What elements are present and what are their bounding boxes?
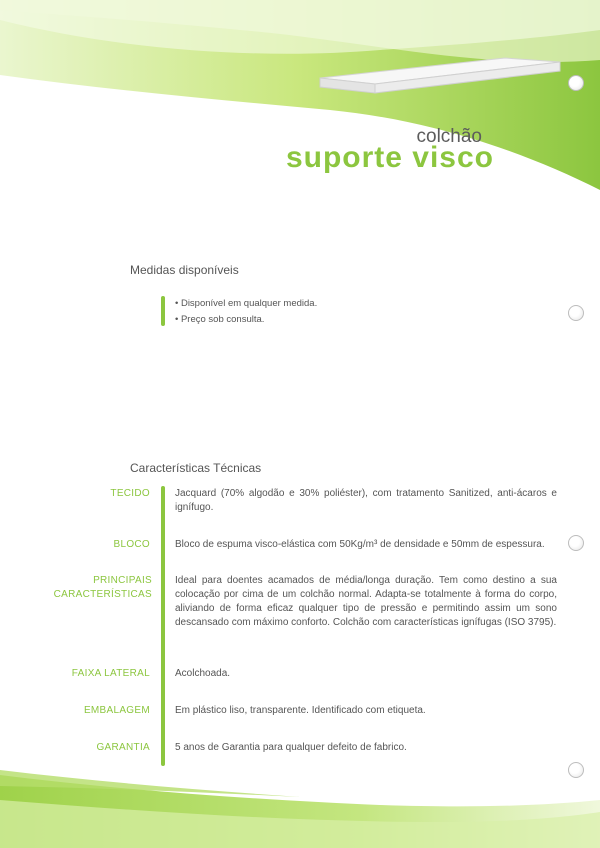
- section-heading-medidas: Medidas disponíveis: [130, 263, 239, 277]
- binder-hole-icon: [568, 305, 584, 321]
- spec-label-principais: PRINCIPAIS CARACTERÍSTICAS: [53, 575, 152, 600]
- list-item: • Disponível em qualquer medida.: [175, 298, 318, 309]
- spec-value-bloco: Bloco de espuma visco-elástica com 50Kg/m³ de densidade e 50mm de espessura.: [175, 539, 545, 550]
- binder-hole-icon: [568, 762, 584, 778]
- spec-label-garantia: GARANTIA: [96, 742, 150, 753]
- spec-label-bloco: BLOCO: [113, 539, 150, 550]
- spec-label-tecido: TECIDO: [110, 488, 150, 499]
- list-item: • Preço sob consulta.: [175, 314, 265, 325]
- spec-label-embalagem: EMBALAGEM: [83, 705, 150, 716]
- binder-hole-icon: [568, 75, 584, 91]
- section-heading-caracteristicas: Características Técnicas: [130, 461, 262, 475]
- accent-bar: [161, 486, 165, 766]
- accent-bar: [161, 296, 165, 326]
- binder-hole-icon: [568, 535, 584, 551]
- product-title: suporte visco: [285, 141, 494, 174]
- spec-value-principais: Ideal para doentes acamados de média/longa duração. Tem como destino a sua colocação por cima de um colchão normal. Adapta-se totalmente à forma do corpo, aliviando de forma eficaz qualquer tipo de pressão e permitindo assim um sono descansado com máximo conforto. Colchão com características ignífugas (ISO 3795).: [175, 575, 557, 628]
- spec-value-garantia: 5 anos de Garantia para qualquer defeito de fabrico.: [175, 742, 407, 753]
- spec-value-embalagem: Em plástico liso, transparente. Identificado com etiqueta.: [175, 705, 426, 716]
- spec-value-faixa: Acolchoada.: [175, 668, 231, 679]
- spec-label-faixa: FAIXA LATERAL: [71, 668, 150, 679]
- spec-value-tecido: Jacquard (70% algodão e 30% poliéster), com tratamento Sanitized, anti-ácaros e ignífugo.: [175, 488, 557, 513]
- product-subtitle: colchão: [416, 126, 482, 147]
